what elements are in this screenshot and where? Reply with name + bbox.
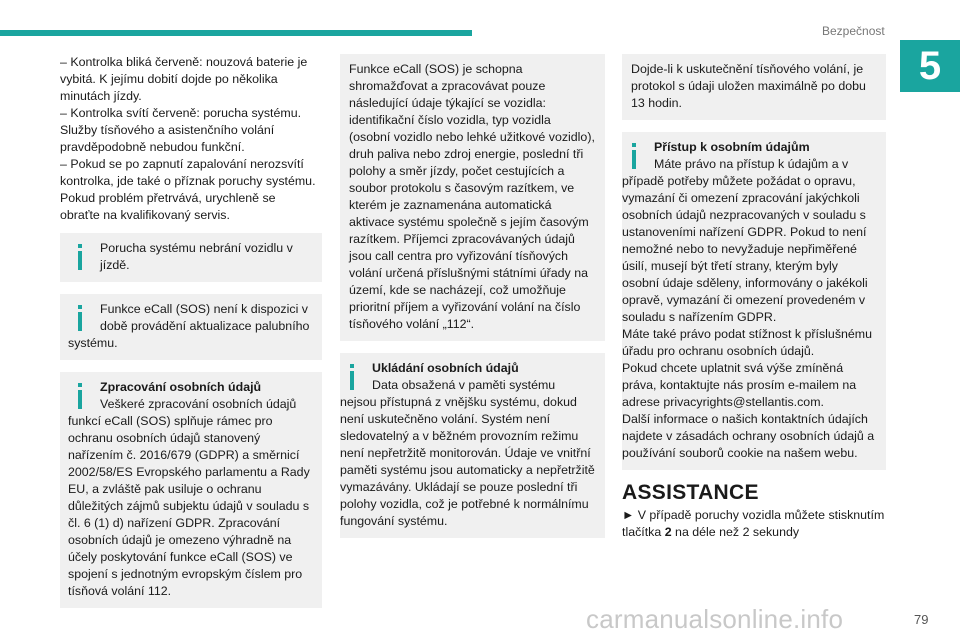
note-text: Data obsažená v paměti systému nejsou přístupná z vnějšku systému, dokud není uskutečněno volání. Systém není sledovatelný a v běžném provozním režimu není nepřetržitě monitorován. Údaje ve vnitřní paměti systému jsou automaticky a nepřetržitě vymazávány. Ukládají se pouze poslední tři polohy vozidla, což je potřebné k normálnímu fungování systému.	[340, 378, 595, 528]
text-panel	[622, 54, 886, 120]
assistance-text-start: ► V případě poruchy vozidla můžete stisknutím tlačítka	[622, 508, 885, 539]
column-2	[340, 54, 605, 550]
section-title: Bezpečnost	[822, 24, 885, 38]
column-3	[622, 54, 886, 541]
info-icon	[78, 383, 82, 409]
warning-light-list	[60, 54, 322, 224]
list-item: – Pokud se po zapnutí zapalování nerozsvítí kontrolka, jde také o příznak poruchy systému. Pokud problém přetrvává, urychleně se obraťte na kvalifikovaný servis.	[60, 157, 316, 222]
chapter-number-tab: 5	[900, 40, 960, 92]
info-note	[60, 372, 322, 608]
note-text: Funkce eCall (SOS) není k dispozici v době provádění aktualizace palubního systému.	[68, 302, 310, 350]
note-text: Porucha systému nebrání vozidlu v jízdě.	[100, 241, 293, 272]
text-panel	[340, 54, 605, 341]
note-heading: Přístup k osobním údajům	[654, 140, 810, 154]
info-icon	[78, 305, 82, 331]
column-1	[60, 54, 322, 620]
note-heading: Ukládání osobních údajů	[372, 361, 519, 375]
list-item: – Kontrolka svítí červeně: porucha systému. Služby tísňového a asistenčního volání pravděpodobně nebudou funkční.	[60, 106, 302, 154]
info-note	[622, 132, 886, 470]
list-item: – Kontrolka bliká červeně: nouzová baterie je vybitá. K jejímu dobití dojde po několika minutách jízdy.	[60, 55, 308, 103]
note-text: Máte také právo podat stížnost k příslušnému úřadu pro ochranu osobních údajů.	[622, 327, 873, 358]
assistance-heading: ASSISTANCE	[622, 481, 759, 504]
assistance-text-end: na déle než 2 sekundy	[671, 525, 800, 539]
note-text: Máte právo na přístup k údajům a v případě potřeby můžete požádat o opravu, vymazání či omezení zpracování jakýchkoli osobních údajů nezpracovaných v souladu s ustanoveními nařízení GDPR. Pokud to není nemožné nebo to nevyžaduje nepřiměřené úsilí, musejí být třetí strany, kterým byly osobní údaje sděleny, informovány o jakékoli opravě, vymazání či omezení provedeném v souladu s nařízením GDPR.	[622, 157, 868, 324]
info-note	[60, 233, 322, 282]
note-text: Pokud chcete uplatnit svá výše zmíněná práva, kontaktujte nás prosím e-mailem na adrese privacyrights@stellantis.com.	[622, 361, 857, 409]
info-icon	[78, 244, 82, 270]
panel-text: Funkce eCall (SOS) je schopna shromažďovat a zpracovávat pouze následující údaje týkající se vozidla: identifikační číslo vozidla, typ vozidla (osobní vozidlo nebo lehké užitkové vozidlo), druh paliva nebo zdroj energie, poslední tři polohy a směr jízdy, počet cestujících a soubor protokolu s časovým razítkem, ve kterém je zaznamenána automatická aktivace systému společně s jejím časovým razítkem. Příjemci zpracovávaných údajů jsou call centra pro vyřizování tísňových volání určená příslušnými státními úřady na území, kde se nacházejí, což umožňuje prioritní příjem a vyřizování volání na číslo tísňového volání „112“.	[349, 62, 595, 331]
note-text: Další informace o našich kontaktních údajích najdete v zásadách ochrany osobních údajů a používání souborů cookie na našem webu.	[622, 412, 875, 460]
button-number: 2	[664, 525, 672, 539]
info-icon	[350, 364, 354, 390]
info-note	[340, 353, 605, 538]
page-number: 79	[914, 612, 929, 627]
info-note	[60, 294, 322, 360]
assistance-text	[622, 507, 886, 541]
note-text: Veškeré zpracování osobních údajů funkcí eCall (SOS) splňuje rámec pro ochranu osobních údajů stanovený nařízením č. 2016/679 (GDPR) a směrnicí 2002/58/ES Evropského parlamentu a Rady EU, a zvláště pak usiluje o ochranu důležitých zájmů subjektu údajů v souladu s čl. 6 (1) d) nařízení GDPR. Zpracování osobních údajů je omezeno výhradně na účely poskytování funkce eCall (SOS) ve spojení s jednotným evropským číslem pro tísňová volání 112.	[68, 397, 310, 598]
watermark: carmanualsonline.info	[586, 604, 844, 634]
header-accent-bar	[0, 30, 472, 36]
panel-text: Dojde-li k uskutečnění tísňového volání, je protokol s údaji uložen maximálně po dobu 13 hodin.	[631, 62, 866, 110]
info-icon	[632, 143, 636, 169]
note-heading: Zpracování osobních údajů	[100, 380, 262, 394]
